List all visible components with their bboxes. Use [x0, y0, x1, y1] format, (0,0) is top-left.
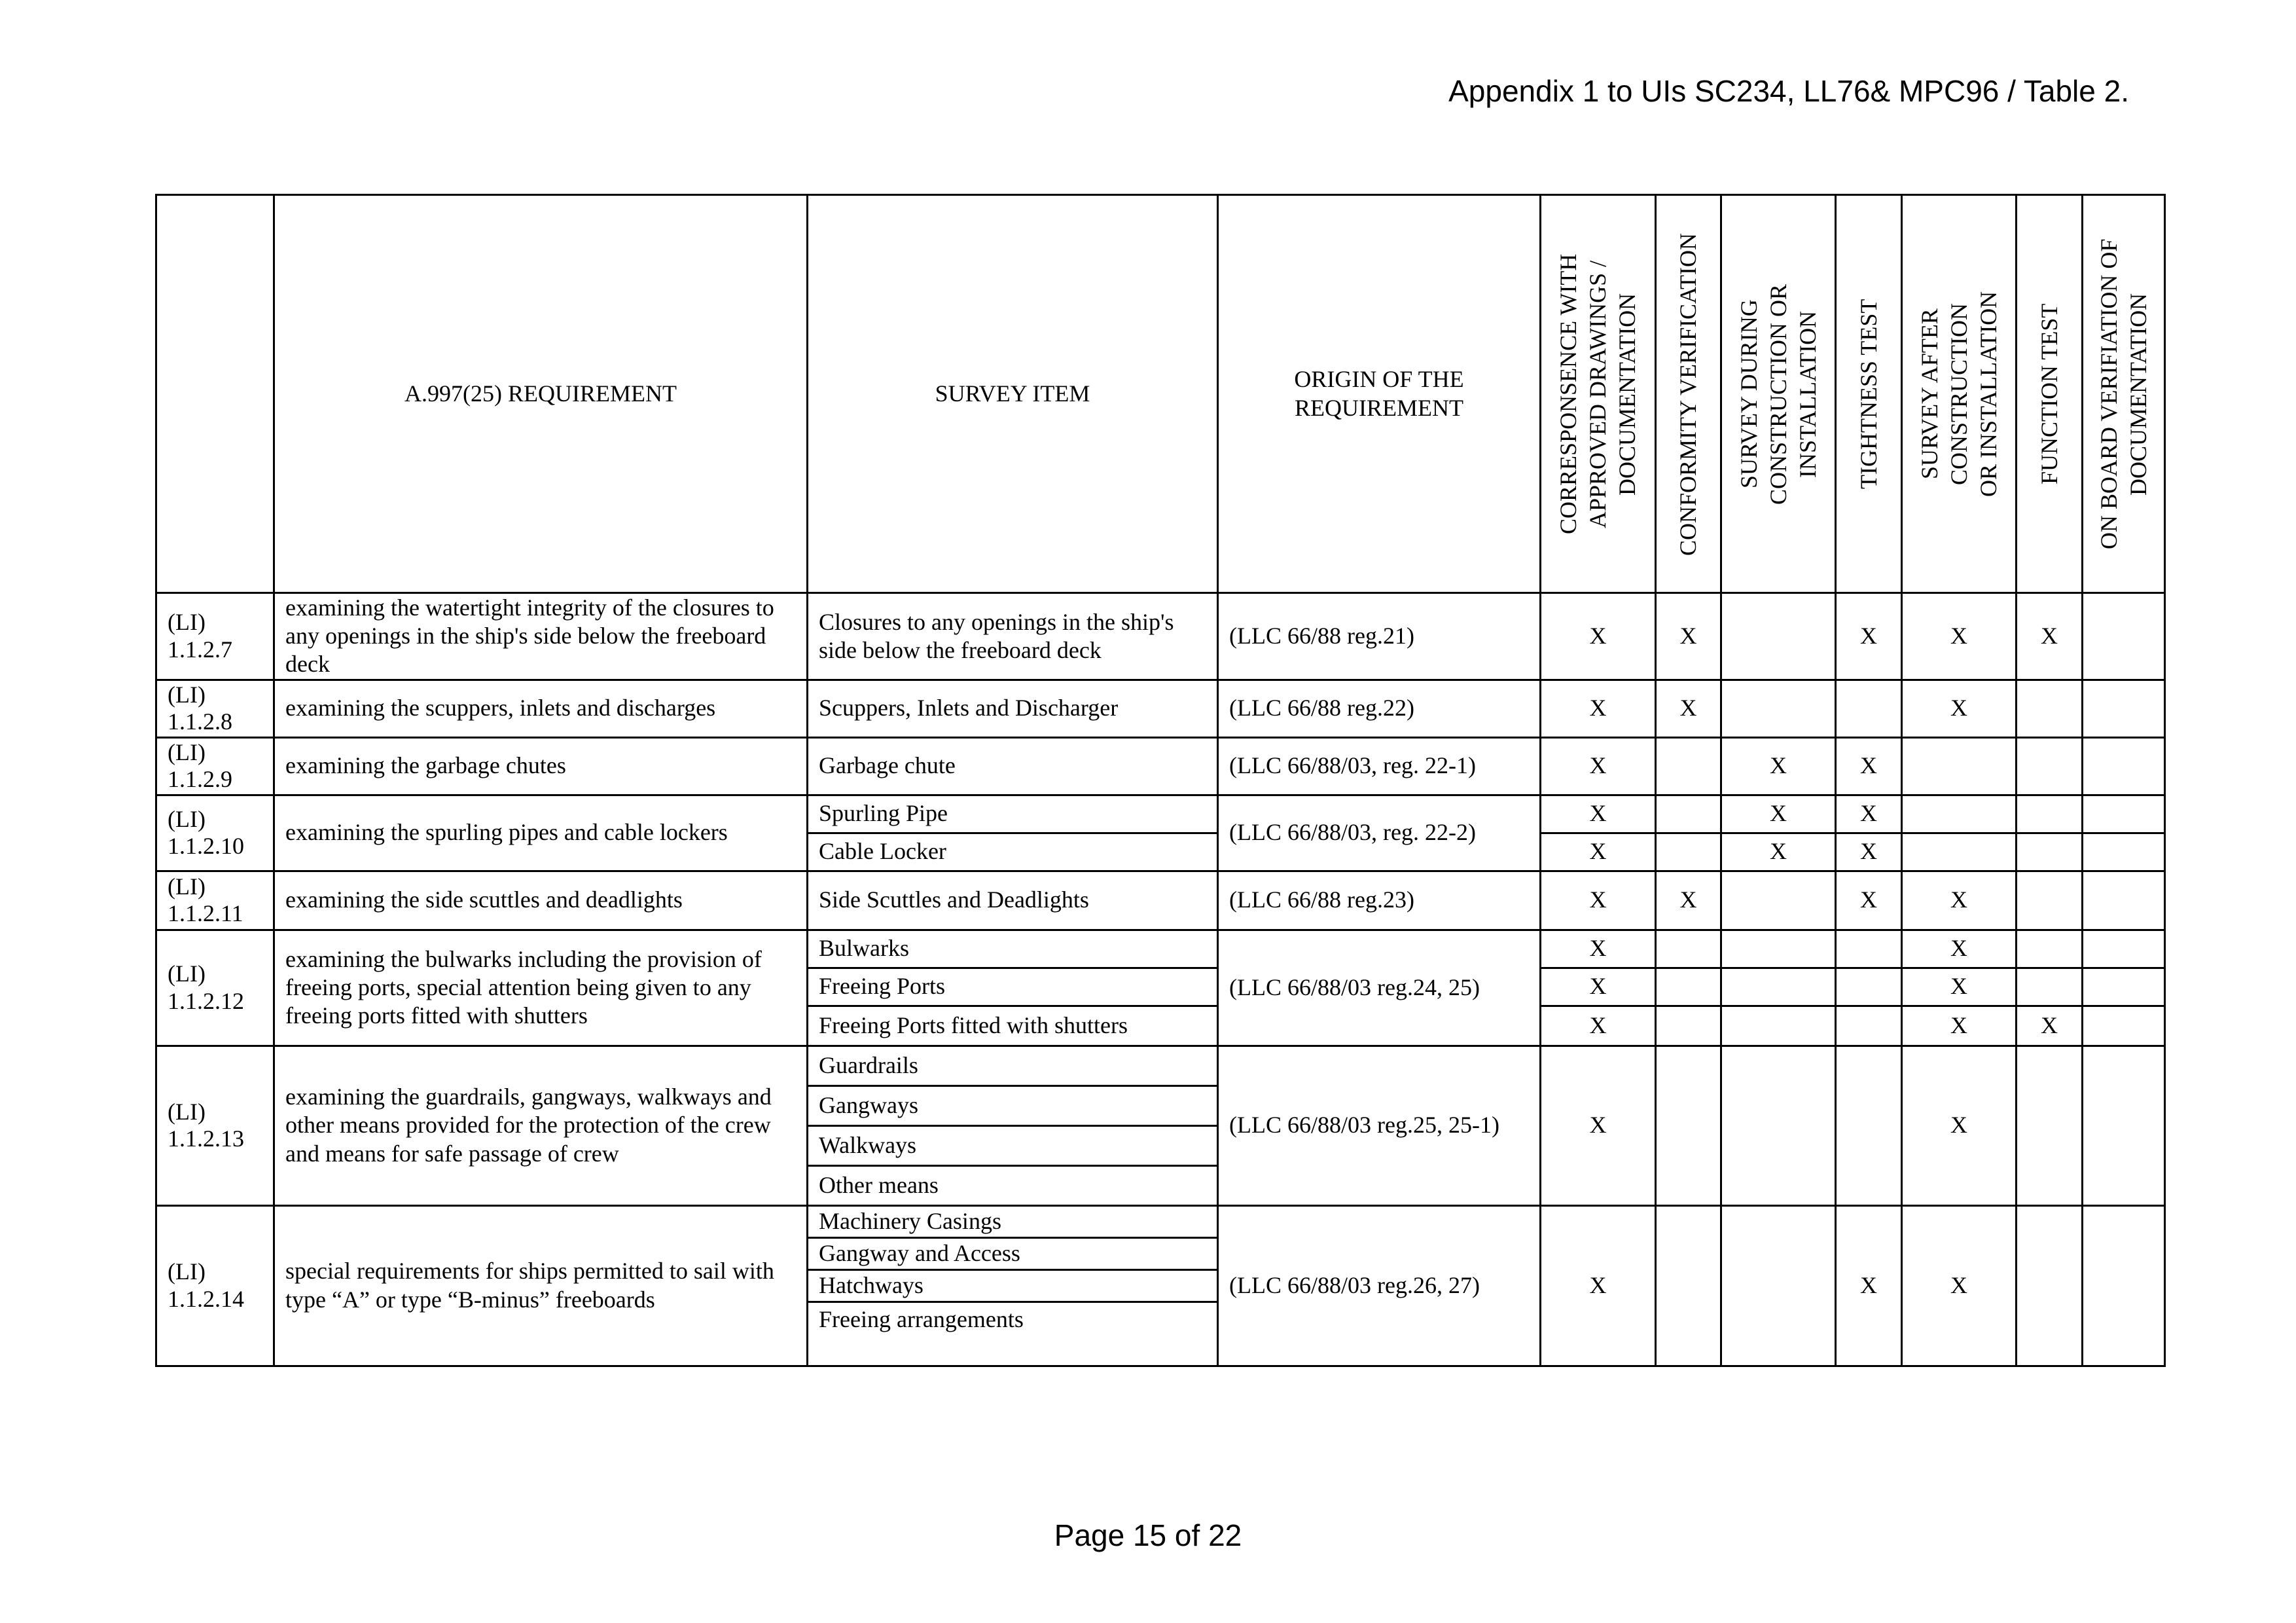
mark-cell [1656, 1205, 1721, 1366]
mark-cell [1836, 1046, 1902, 1205]
mark-cell [1656, 1046, 1721, 1205]
correspondence-column-header: CORRESPONSENCE WITH APPROVED DRAWINGS / DOCUMENTATION [1541, 195, 1656, 593]
mark-cell: X [1541, 968, 1656, 1006]
mark-cell [2017, 930, 2083, 968]
survey-item-column-header: SURVEY ITEM [808, 195, 1218, 593]
mark-cell [2017, 1046, 2083, 1205]
survey-item-cell: Hatchways [808, 1269, 1218, 1302]
requirement-cell: examining the side scuttles and deadlights [274, 871, 808, 930]
mark-cell [2017, 968, 2083, 1006]
survey-item-cell: Machinery Casings [808, 1205, 1218, 1237]
origin-cell: (LLC 66/88 reg.21) [1218, 593, 1541, 680]
table-row [156, 871, 2165, 930]
survey-item-cell: Cable Locker [808, 833, 1218, 871]
mark-cell: X [1541, 1006, 1656, 1046]
row-ref: (LI) 1.1.2.9 [156, 737, 274, 795]
origin-cell: (LLC 66/88/03, reg. 22-1) [1218, 737, 1541, 795]
survey-item-cell: Side Scuttles and Deadlights [808, 871, 1218, 930]
mark-cell [1836, 680, 1902, 737]
appendix-title: Appendix 1 to UIs SC234, LL76& MPC96 / Table 2. [1448, 74, 2129, 108]
mark-cell: X [1836, 737, 1902, 795]
mark-cell: X [1541, 1046, 1656, 1205]
mark-cell: X [1656, 680, 1721, 737]
row-ref: (LI) 1.1.2.7 [156, 593, 274, 680]
mark-cell [1656, 833, 1721, 871]
table-row [156, 737, 2165, 795]
header-row [156, 195, 2165, 593]
mark-cell: X [1541, 795, 1656, 833]
requirement-cell: examining the scuppers, inlets and discharges [274, 680, 808, 737]
survey-item-cell: Gangway and Access [808, 1237, 1218, 1269]
row-ref: (LI) 1.1.2.10 [156, 795, 274, 871]
mark-cell: X [1541, 680, 1656, 737]
mark-cell [1656, 930, 1721, 968]
survey-item-cell: Freeing Ports [808, 968, 1218, 1006]
mark-cell: X [1656, 871, 1721, 930]
mark-cell: X [1541, 737, 1656, 795]
mark-cell: X [2017, 1006, 2083, 1046]
survey-item-cell: Freeing arrangements [808, 1302, 1218, 1366]
requirement-cell: examining the watertight integrity of the closures to any openings in the ship's side below the freeboard deck [274, 593, 808, 680]
mark-cell: X [1541, 1205, 1656, 1366]
survey-item-cell: Scuppers, Inlets and Discharger [808, 680, 1218, 737]
mark-cell [2083, 930, 2165, 968]
mark-cell [2083, 968, 2165, 1006]
origin-cell: (LLC 66/88/03 reg.24, 25) [1218, 930, 1541, 1046]
mark-cell [1902, 737, 2017, 795]
row-ref: (LI) 1.1.2.14 [156, 1205, 274, 1366]
mark-cell: X [1656, 593, 1721, 680]
page-number: Page 15 of 22 [1054, 1518, 1242, 1552]
survey-item-cell: Walkways [808, 1125, 1218, 1165]
survey-item-cell: Garbage chute [808, 737, 1218, 795]
mark-cell [2083, 680, 2165, 737]
requirement-cell: examining the bulwarks including the provision of freeing ports, special attention being given to any freeing ports fitted with shutters [274, 930, 808, 1046]
mark-cell [2017, 871, 2083, 930]
mark-cell [2017, 1205, 2083, 1366]
mark-cell: X [1721, 795, 1836, 833]
mark-cell [2083, 833, 2165, 871]
mark-cell: X [1902, 1006, 2017, 1046]
row-ref: (LI) 1.1.2.13 [156, 1046, 274, 1205]
requirement-cell: examining the garbage chutes [274, 737, 808, 795]
mark-cell [2083, 593, 2165, 680]
mark-cell [1902, 833, 2017, 871]
mark-cell: X [1902, 871, 2017, 930]
table-row [156, 593, 2165, 680]
mark-cell [2083, 1046, 2165, 1205]
mark-cell: X [1836, 1205, 1902, 1366]
origin-cell: (LLC 66/88 reg.22) [1218, 680, 1541, 737]
origin-column-header: ORIGIN OF THE REQUIREMENT [1218, 195, 1541, 593]
mark-cell: X [1836, 593, 1902, 680]
survey-table [155, 194, 2166, 1367]
mark-cell [1836, 1006, 1902, 1046]
mark-cell: X [1902, 968, 2017, 1006]
mark-cell [2083, 1006, 2165, 1046]
mark-cell [1721, 871, 1836, 930]
mark-cell: X [1902, 593, 2017, 680]
survey-during-construction-column-header: SURVEY DURING CONSTRUCTION OR INSTALLATION [1721, 195, 1836, 593]
mark-cell [2017, 737, 2083, 795]
row-ref: (LI) 1.1.2.11 [156, 871, 274, 930]
requirement-cell: examining the guardrails, gangways, walkways and other means provided for the protection of the crew and means for safe passage of crew [274, 1046, 808, 1205]
survey-item-cell: Guardrails [808, 1046, 1218, 1085]
table-row [156, 930, 2165, 968]
survey-item-cell: Bulwarks [808, 930, 1218, 968]
mark-cell [1836, 968, 1902, 1006]
mark-cell [1902, 795, 2017, 833]
mark-cell [1836, 930, 1902, 968]
mark-cell [1656, 1006, 1721, 1046]
row-ref: (LI) 1.1.2.8 [156, 680, 274, 737]
table-row [156, 680, 2165, 737]
mark-cell [2083, 871, 2165, 930]
mark-cell: X [1541, 833, 1656, 871]
survey-item-cell: Other means [808, 1165, 1218, 1205]
mark-cell [1721, 1046, 1836, 1205]
survey-item-cell: Gangways [808, 1085, 1218, 1125]
mark-cell: X [1541, 871, 1656, 930]
survey-after-construction-column-header: SURVEY AFTER CONSTRUCTION OR INSTALLATION [1902, 195, 2017, 593]
table-row [156, 795, 2165, 833]
mark-cell [2083, 1205, 2165, 1366]
origin-cell: (LLC 66/88 reg.23) [1218, 871, 1541, 930]
table-row [156, 1205, 2165, 1237]
survey-item-cell: Freeing Ports fitted with shutters [808, 1006, 1218, 1046]
origin-cell: (LLC 66/88/03 reg.25, 25-1) [1218, 1046, 1541, 1205]
mark-cell: X [1902, 680, 2017, 737]
mark-cell: X [1902, 1205, 2017, 1366]
conformity-verification-column-header: CONFORMITY VERIFICATION [1656, 195, 1721, 593]
mark-cell: X [1541, 930, 1656, 968]
mark-cell: X [1721, 737, 1836, 795]
mark-cell [2017, 833, 2083, 871]
row-ref: (LI) 1.1.2.12 [156, 930, 274, 1046]
requirement-column-header: A.997(25) REQUIREMENT [274, 195, 808, 593]
mark-cell [1656, 968, 1721, 1006]
ref-column-header [156, 195, 274, 593]
requirement-cell: examining the spurling pipes and cable lockers [274, 795, 808, 871]
mark-cell: X [1541, 593, 1656, 680]
mark-cell [1721, 680, 1836, 737]
mark-cell: X [1721, 833, 1836, 871]
onboard-verification-column-header: ON BOARD VERIFIATION OF DOCUMENTATION [2083, 195, 2165, 593]
origin-cell: (LLC 66/88/03 reg.26, 27) [1218, 1205, 1541, 1366]
mark-cell [2083, 737, 2165, 795]
mark-cell: X [1836, 871, 1902, 930]
function-test-column-header: FUNCTION TEST [2017, 195, 2083, 593]
mark-cell [1721, 968, 1836, 1006]
tightness-test-column-header: TIGHTNESS TEST [1836, 195, 1902, 593]
mark-cell [1656, 737, 1721, 795]
mark-cell: X [1836, 833, 1902, 871]
mark-cell [1656, 795, 1721, 833]
mark-cell: X [1902, 1046, 2017, 1205]
mark-cell: X [2017, 593, 2083, 680]
mark-cell [1721, 930, 1836, 968]
mark-cell: X [1836, 795, 1902, 833]
mark-cell [1721, 593, 1836, 680]
mark-cell [1721, 1205, 1836, 1366]
mark-cell [2083, 795, 2165, 833]
survey-item-cell: Spurling Pipe [808, 795, 1218, 833]
survey-item-cell: Closures to any openings in the ship's side below the freeboard deck [808, 593, 1218, 680]
table-row [156, 1046, 2165, 1085]
mark-cell [1721, 1006, 1836, 1046]
mark-cell [2017, 680, 2083, 737]
origin-cell: (LLC 66/88/03, reg. 22-2) [1218, 795, 1541, 871]
mark-cell [2017, 795, 2083, 833]
mark-cell: X [1902, 930, 2017, 968]
requirement-cell: special requirements for ships permitted to sail with type “A” or type “B-minus” freeboards [274, 1205, 808, 1366]
